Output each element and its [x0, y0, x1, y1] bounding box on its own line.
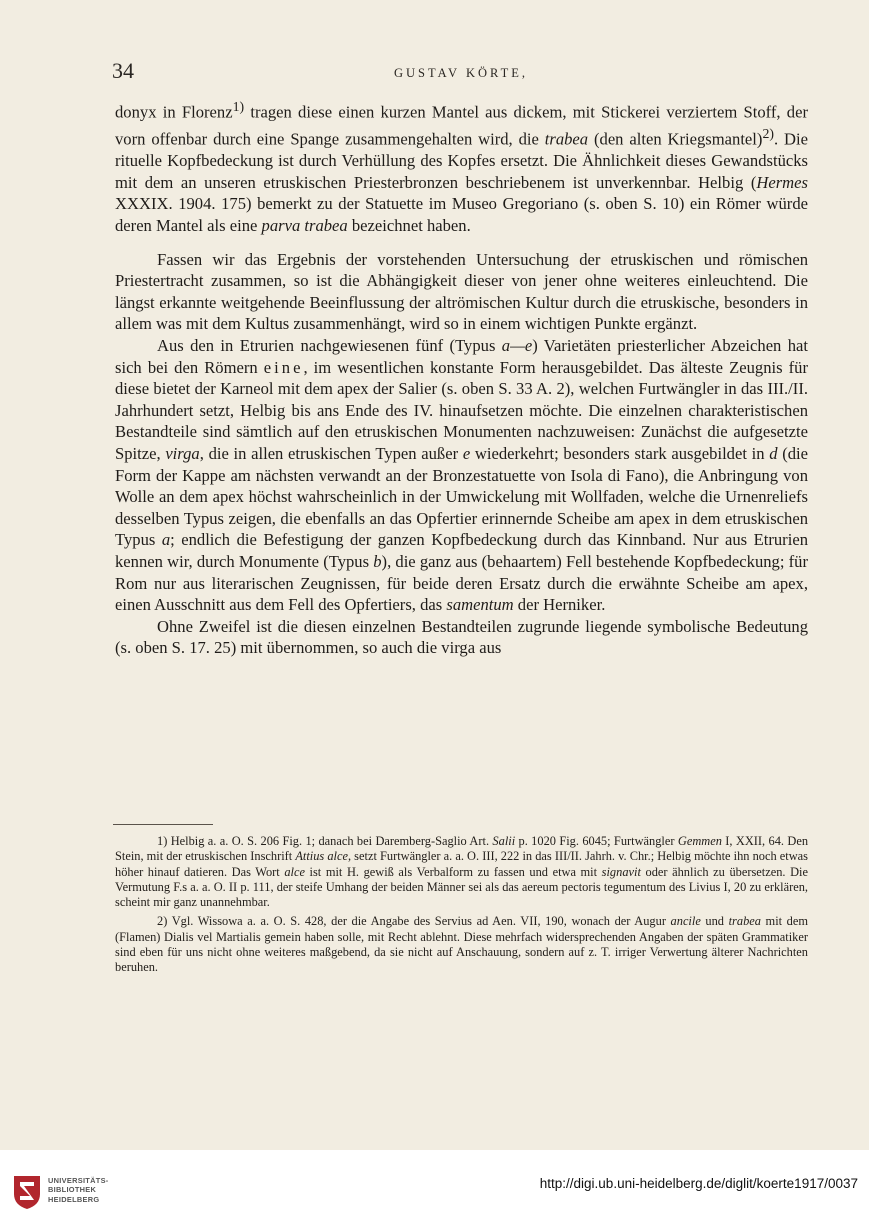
source-url-link[interactable]: http://digi.ub.uni-heidelberg.de/diglit/koerte1917/0037	[539, 1176, 858, 1191]
viewer-footer	[0, 1150, 869, 1227]
footnote-divider	[113, 824, 213, 825]
footnote-ref-2: 2)	[762, 126, 774, 142]
paragraph-3: Aus den in Etrurien nachgewiesenen fünf (Typus a—e) Varietäten priesterlicher Abzeichen hat sich bei den Römern eine, im wesentlichen konstante Form herausgebildet. Das älteste Zeugnis für diese bietet der Karneol mit dem apex der Salier (s. oben S. 33 A. 2), welchen Furtwängler in das III./II. Jahrhundert setzt, Helbig bis ans Ende des IV. hinaufsetzen möchte. Die einzelnen charakteristischen Bestandteile sind sämtlich auf den etruskischen Monumenten nachzuweisen: Zunächst die aufgesetzte Spitze, virga, die in allen etruskischen Typen außer e wiederkehrt; besonders stark ausgebildet in d (die Form der Kappe am nächsten verwandt an der Bronzestatuette von Isola di Fano), die Anbringung von Wolle an dem apex höchst wahrscheinlich in der Umwickelung mit Wollfaden, welche die Urnenreliefs desselben Typus zeigen, die ebenfalls an das Opfertier erinnernde Scheibe am apex in dem etruskischen Typus a; endlich die Befestigung der ganzen Kopfbedeckung durch das Kinnband. Nur aus Etrurien kennen wir, durch Monumente (Typus b), die ganz aus (behaartem) Fell bestehende Kopfbedeckung; für Rom nur aus literarischen Zeugnissen, für beide deren Ersatz durch die erwähnte Scheibe am apex, einen Ausschnitt aus dem Fell des Opfertiers, das samentum der Herniker.	[115, 336, 809, 615]
paragraph-1: donyx in Florenz$^{1)}$ tragen diese einen kurzen Mantel aus dickem, mit Stickerei verziertem Stoff, der vorn offenbar durch eine Spange zusammengehalten wird, die trabea (den alten Kriegsmantel)$^{2)}$. Die rituelle Kopfbedeckung ist durch Verhüllung des Kopfes ersetzt. Die Ähnlichkeit dieses Gewandstücks mit dem an unseren etruskischen Priesterbronzen beschriebenem ist unverkennbar. Helbig (Hermes XXXIX. 1904. 175) bemerkt zu der Statuette im Museo Gregoriano (s. oben S. 10) ein Römer würde deren Mantel als eine parva trabea bezeichnet haben.	[115, 99, 808, 236]
running-head: GUSTAV KÖRTE,	[394, 66, 529, 80]
footnote-ref-1: 1)	[232, 99, 245, 114]
library-name: UNIVERSITÄTS- BIBLIOTHEK HEIDELBERG	[48, 1176, 109, 1204]
paragraph-2: Fassen wir das Ergebnis der vorstehenden Untersuchung der etruskischen und römischen Priestertracht zusammen, so ist die Abhängigkeit dieser von jener ohne weiteres einleuchtend. Die längst erkannte weitgehende Beeinflussung der altrömischen Kultur durch die etruskische, besonders in allem was mit dem Kultus zusammenhängt, wird so in einem wichtigen Punkte ergänzt.	[115, 249, 808, 334]
library-logo[interactable]	[12, 1174, 132, 1210]
page-number: 34	[112, 58, 134, 83]
footnotes	[115, 834, 808, 976]
page-header	[112, 58, 812, 88]
footnote-1: 1) Helbig a. a. O. S. 206 Fig. 1; danach bei Daremberg-Saglio Art. Salii p. 1020 Fig. 6045; Furtwängler Gemmen I, XXII, 64. Den Stein, mit der etruskischen Inschrift Attius alce, setzt Furtwängler a. a. O. III, 222 in das III/II. Jahrh. v. Chr.; Helbig möchte ihn noch etwas höher hinauf datieren. Das Wort alce ist mit H. gewiß als Verbalform zu fassen und etwa mit signavit oder ähnlich zu übersetzen. Die Vermutung F.s a. a. O. II p. 111, der steife Umhang der beiden Männer sei als das aereum pectoris tegumentum des Livius I, 20 zu erklären, scheint mir ganz unannehmbar.	[115, 834, 809, 910]
paragraph-4: Ohne Zweifel ist die diesen einzelnen Bestandteilen zugrunde liegende symbolische Bedeutung (s. oben S. 17. 25) mit übernommen, so auch die virga aus	[115, 616, 808, 658]
library-crest-icon	[12, 1174, 42, 1210]
main-text	[115, 96, 808, 659]
footnote-2: 2) Vgl. Wissowa a. a. O. S. 428, der die Angabe des Servius ad Aen. VII, 190, wonach der Augur ancile und trabea mit dem (Flamen) Dialis vel Martialis gemein haben solle, mit Recht ablehnt. Diese mehrfach widersprechenden Angaben der späten Grammatiker sind eben für uns nicht ohne weiteres maßgebend, da sie nicht auf Anschauung, sondern auf z. T. irriger Verwertung älterer Nachrichten beruhen.	[115, 914, 809, 975]
